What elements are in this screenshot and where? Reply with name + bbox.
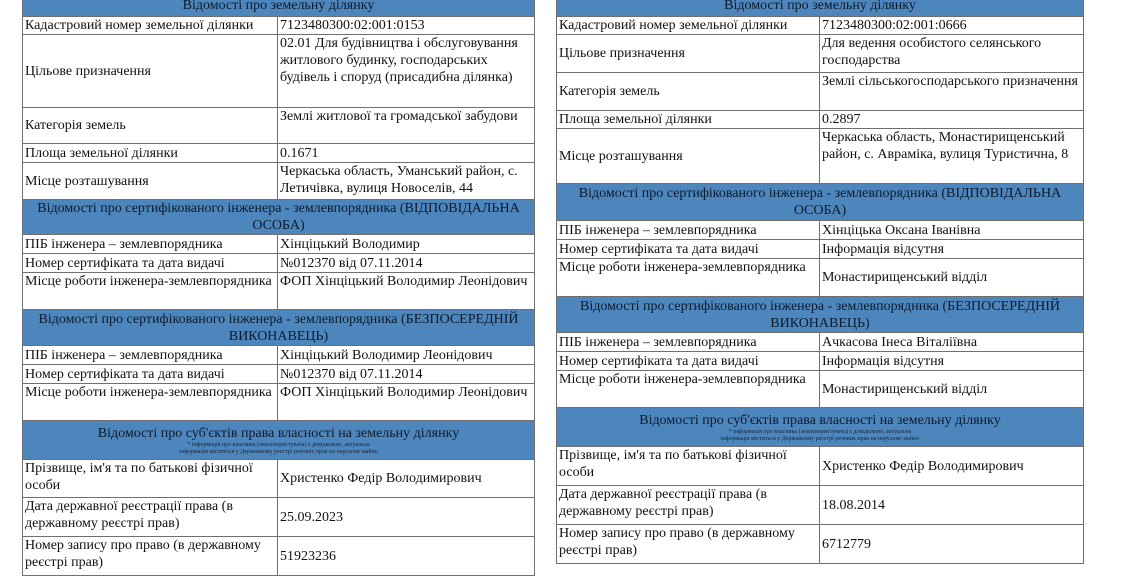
- owner-name-label: Прізвище, ім'я та по батькові фізичної особи: [23, 460, 278, 498]
- cadastral-value: 7123480300:02:001:0666: [820, 17, 1084, 35]
- engineer-name-label: ПІБ інженера – землевпорядника: [557, 333, 820, 352]
- record-number-value: 51923236: [278, 537, 535, 576]
- engineer-name-value: Ачкасова Інеса Віталіївна: [820, 333, 1084, 352]
- right-record-table: [556, 0, 1084, 564]
- certificate-value: Інформація відсутня: [820, 352, 1084, 371]
- left-record-table: [22, 0, 535, 576]
- certificate-value: №012370 від 07.11.2014: [278, 254, 535, 273]
- owner-note-line2: інформація міститься у Державному реєстрі речових прав на нерухоме майно: [179, 448, 378, 455]
- certificate-label: Номер сертифіката та дата видачі: [557, 352, 820, 371]
- work-place-label: Місце роботи інженера-землевпорядника: [23, 273, 278, 310]
- category-value: Землі сільськогосподарського призначення: [820, 73, 1084, 111]
- work-place-label: Місце роботи інженера-землевпорядника: [557, 371, 820, 408]
- location-value: Черкаська область, Уманський район, с. Летичівка, вулиця Новоселів, 44: [278, 163, 535, 200]
- engineer-responsible-header: Відомості про сертифікованого інженера - землевпорядника (ВІДПОВІДАЛЬНА ОСОБА): [23, 200, 535, 235]
- work-place-value: ФОП Хінціцький Володимир Леонідович: [278, 273, 535, 310]
- owner-note-line1: * інформація про власника (землекористувача) є довідковою, актуальна: [187, 441, 370, 448]
- category-value: Землі житлової та громадської забудови: [278, 108, 535, 144]
- owner-name-value: Христенко Федір Володимирович: [278, 460, 535, 498]
- engineer-name-value: Хінціцький Володимир: [278, 235, 535, 254]
- cadastral-value: 7123480300:02:001:0153: [278, 17, 535, 35]
- work-place-value: Монастирищенський відділ: [820, 259, 1084, 297]
- work-place-value: Монастирищенський відділ: [820, 371, 1084, 408]
- work-place-value: ФОП Хінціцький Володимир Леонідович: [278, 384, 535, 421]
- purpose-value: 02.01 Для будівництва і обслуговування житлового будинку, господарських будівель і споруд (присадибна ділянка): [278, 35, 535, 108]
- land-section-header: Відомості про земельну ділянку: [557, 0, 1084, 17]
- registration-date-label: Дата державної реєстрації права (в державному реєстрі прав): [23, 498, 278, 537]
- work-place-label: Місце роботи інженера-землевпорядника: [557, 259, 820, 297]
- engineer-responsible-header: Відомості про сертифікованого інженера - землевпорядника (ВІДПОВІДАЛЬНА ОСОБА): [557, 184, 1084, 221]
- certificate-value: №012370 від 07.11.2014: [278, 365, 535, 384]
- engineer-executor-header: Відомості про сертифікованого інженера - землевпорядника (БЕЗПОСЕРЕДНІЙ ВИКОНАВЕЦЬ): [557, 297, 1084, 333]
- engineer-name-value: Хінціцький Володимир Леонідович: [278, 346, 535, 365]
- category-label: Категорія земель: [23, 108, 278, 144]
- record-number-label: Номер запису про право (в державному реєстрі прав): [557, 525, 820, 564]
- purpose-label: Цільове призначення: [557, 35, 820, 73]
- area-value: 0.2897: [820, 111, 1084, 129]
- certificate-value: Інформація відсутня: [820, 240, 1084, 259]
- area-label: Площа земельної ділянки: [23, 144, 278, 163]
- location-label: Місце розташування: [557, 129, 820, 184]
- registration-date-value: 25.09.2023: [278, 498, 535, 537]
- location-value: Черкаська область, Монастирищенський район, с. Авраміка, вулиця Туристична, 8: [820, 129, 1084, 184]
- record-number-value: 6712779: [820, 525, 1084, 564]
- engineer-executor-header: Відомості про сертифікованого інженера - землевпорядника (БЕЗПОСЕРЕДНІЙ ВИКОНАВЕЦЬ): [23, 310, 535, 346]
- certificate-label: Номер сертифіката та дата видачі: [557, 240, 820, 259]
- engineer-name-label: ПІБ інженера – землевпорядника: [23, 235, 278, 254]
- engineer-name-label: ПІБ інженера – землевпорядника: [557, 221, 820, 240]
- purpose-value: Для ведення особистого селянського господарства: [820, 35, 1084, 73]
- owner-note-line1: * інформація про власника (землекористувача) є довідковою, актуальна: [728, 428, 912, 435]
- owner-section-header: [23, 421, 535, 460]
- cadastral-label: Кадастровий номер земельної ділянки: [557, 17, 820, 35]
- area-label: Площа земельної ділянки: [557, 111, 820, 129]
- land-section-header: Відомості про земельну ділянку: [23, 0, 535, 17]
- owner-name-value: Христенко Федір Володимирович: [820, 447, 1084, 486]
- owner-header-title: Відомості про суб'єктів права власності на земельну ділянку: [97, 425, 460, 441]
- certificate-label: Номер сертифіката та дата видачі: [23, 254, 278, 273]
- registration-date-label: Дата державної реєстрації права (в державному реєстрі прав): [557, 486, 820, 525]
- owner-section-header: [557, 408, 1084, 447]
- owner-header-title: Відомості про суб'єктів права власності на земельну ділянку: [639, 412, 1001, 428]
- engineer-name-label: ПІБ інженера – землевпорядника: [23, 346, 278, 365]
- cadastral-label: Кадастровий номер земельної ділянки: [23, 17, 278, 35]
- area-value: 0.1671: [278, 144, 535, 163]
- work-place-label: Місце роботи інженера-землевпорядника: [23, 384, 278, 421]
- record-number-label: Номер запису про право (в державному реєстрі прав): [23, 537, 278, 576]
- category-label: Категорія земель: [557, 73, 820, 111]
- location-label: Місце розташування: [23, 163, 278, 200]
- owner-name-label: Прізвище, ім'я та по батькові фізичної особи: [557, 447, 820, 486]
- engineer-name-value: Хінціцька Оксана Іванівна: [820, 221, 1084, 240]
- registration-date-value: 18.08.2014: [820, 486, 1084, 525]
- purpose-label: Цільове призначення: [23, 35, 278, 108]
- certificate-label: Номер сертифіката та дата видачі: [23, 365, 278, 384]
- owner-note-line2: інформація міститься у Державному реєстрі речових прав на нерухоме майно: [720, 435, 920, 442]
